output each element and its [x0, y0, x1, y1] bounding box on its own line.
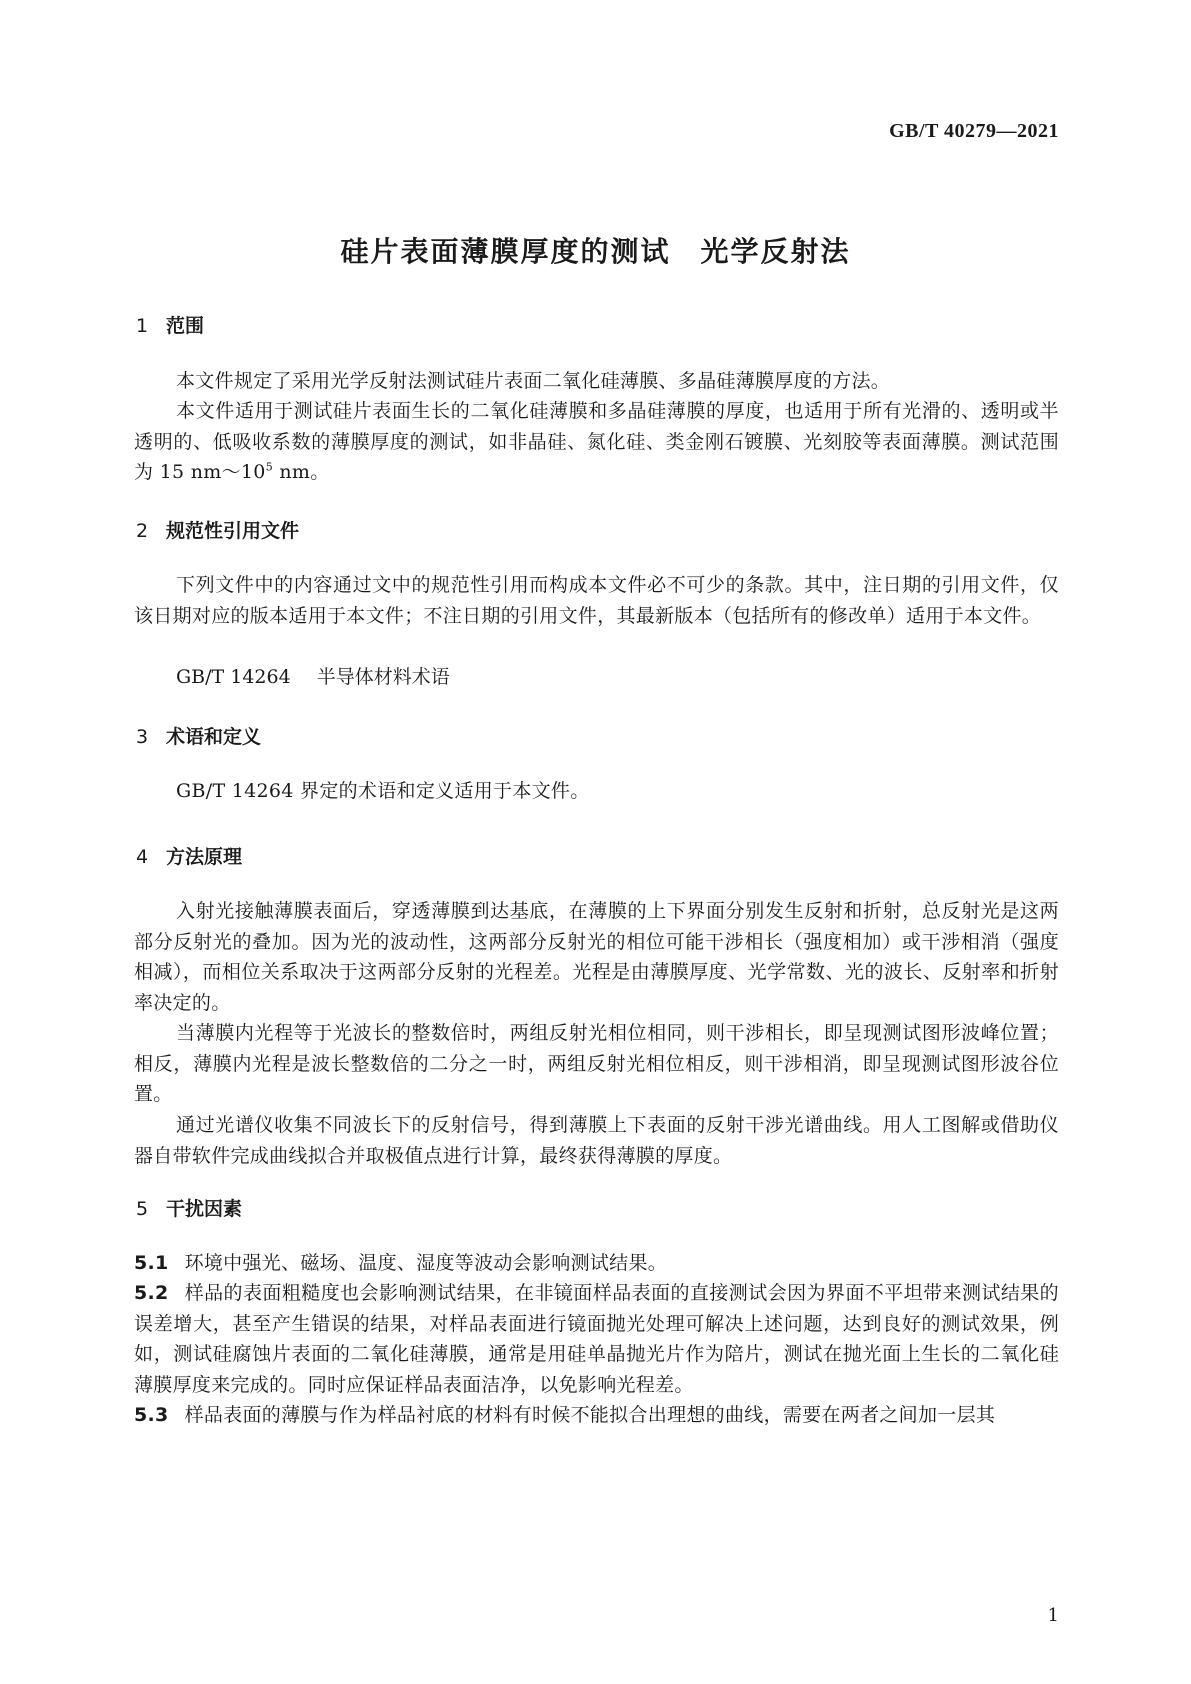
clause-5-3	[134, 1400, 1059, 1431]
section-2-heading	[136, 516, 299, 543]
section-number: 5	[136, 1198, 149, 1220]
section-1-paragraph-2	[134, 396, 1059, 488]
section-3-paragraph-1: GB/T 14264 界定的术语和定义适用于本文件。	[176, 780, 590, 802]
section-title: 术语和定义	[166, 726, 262, 748]
clause-text: 样品的表面粗糙度也会影响测试结果，在非镜面样品表面的直接测试会因为界面不平坦带来测试结果的误差增大，甚至产生错误的结果，对样品表面进行镜面抛光处理可解决上述问题，达到良好的测试效果，例如，测试硅腐蚀片表面的二氧化硅薄膜，通常是用硅单晶抛光片作为陪片，测试在抛光面上生长的二氧化硅薄膜厚度来完成的。同时应保证样品表面洁净，以免影响光程差。	[134, 1282, 1059, 1396]
section-1-paragraph-1: 本文件规定了采用光学反射法测试硅片表面二氧化硅薄膜、多晶硅薄膜厚度的方法。	[176, 370, 891, 392]
clause-text: 环境中强光、磁场、温度、湿度等波动会影响测试结果。	[184, 1252, 668, 1274]
page-number: 1	[1047, 1605, 1059, 1626]
section-3-heading	[136, 722, 261, 749]
section-title: 范围	[166, 315, 205, 337]
section-1-heading	[136, 311, 204, 338]
clause-number: 5.1	[134, 1252, 169, 1274]
clause-number: 5.2	[134, 1282, 169, 1304]
reference-code: GB/T 14264	[176, 666, 291, 688]
section-4-paragraph-1: 入射光接触薄膜表面后，穿透薄膜到达基底，在薄膜的上下界面分别发生反射和折射，总反射光是这两部分反射光的叠加。因为光的波动性，这两部分反射光的相位可能干涉相长（强度相加）或干涉相消（强度相减），而相位关系取决于这两部分反射的光程差。光程是由薄膜厚度、光学常数、光的波长、反射率和折射率决定的。	[134, 900, 1059, 1014]
clause-text: 样品表面的薄膜与作为样品衬底的材料有时候不能拟合出理想的曲线，需要在两者之间加一层其	[184, 1404, 996, 1426]
section-4-paragraph-3: 通过光谱仪收集不同波长下的反射信号，得到薄膜上下表面的反射干涉光谱曲线。用人工图解或借助仪器自带软件完成曲线拟合并取极值点进行计算，最终获得薄膜的厚度。	[134, 1114, 1059, 1167]
section-number: 2	[136, 520, 149, 542]
standard-code: GB/T 40279—2021	[889, 120, 1059, 142]
clause-number: 5.3	[134, 1404, 169, 1426]
section-number: 4	[136, 846, 149, 868]
paragraph-text: 本文件适用于测试硅片表面生长的二氧化硅薄膜和多晶硅薄膜的厚度，也适用于所有光滑的、透明或半透明的、低吸收系数的薄膜厚度的测试，如非晶硅、氮化硅、类金刚石镀膜、光刻胶等表面薄膜。测试范围为 15 nm～10	[134, 400, 1059, 483]
section-2-paragraph-1: 下列文件中的内容通过文中的规范性引用而构成本文件必不可少的条款。其中，注日期的引用文件，仅该日期对应的版本适用于本文件；不注日期的引用文件，其最新版本（包括所有的修改单）适用于本文件。	[134, 574, 1059, 627]
clause-5-2	[134, 1278, 1059, 1400]
superscript: 5	[265, 460, 273, 474]
paragraph-text-tail: nm。	[273, 461, 330, 483]
section-number: 3	[136, 726, 149, 748]
document-title: 硅片表面薄膜厚度的测试 光学反射法	[340, 235, 851, 268]
section-title: 方法原理	[166, 846, 243, 868]
reference-title: 半导体材料术语	[316, 666, 450, 688]
section-4-heading	[136, 842, 242, 869]
clause-5-1	[134, 1248, 1059, 1279]
section-title: 规范性引用文件	[166, 520, 300, 542]
section-5-heading	[136, 1194, 242, 1221]
section-4-paragraph-2: 当薄膜内光程等于光波长的整数倍时，两组反射光相位相同，则干涉相长，即呈现测试图形波峰位置；相反，薄膜内光程是波长整数倍的二分之一时，两组反射光相位相反，则干涉相消，即呈现测试图形波谷位置。	[134, 1022, 1059, 1105]
section-number: 1	[136, 315, 149, 337]
section-title: 干扰因素	[166, 1198, 243, 1220]
normative-reference	[176, 662, 450, 689]
